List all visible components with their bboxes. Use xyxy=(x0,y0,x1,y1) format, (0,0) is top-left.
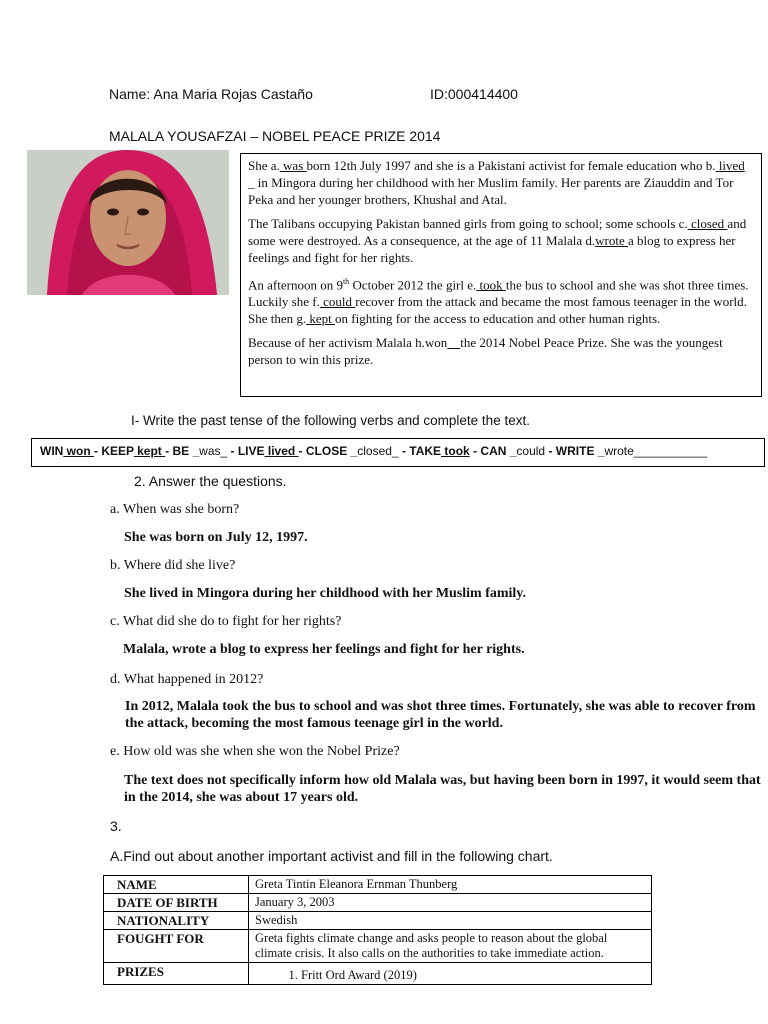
answer-closed: closed_ xyxy=(357,444,399,458)
portrait-image xyxy=(27,150,229,295)
answer-c: Malala, wrote a blog to express her feelings and fight for her rights. xyxy=(123,642,525,657)
row-value-prizes xyxy=(249,963,652,985)
section-3-instruction: A.Find out about another important activist and fill in the following chart. xyxy=(110,848,553,864)
blank-won xyxy=(447,335,460,350)
answer-could: could xyxy=(516,444,546,458)
activist-chart xyxy=(103,875,652,985)
verb-answer-box: WIN won - KEEP kept - BE _was_ - LIVE lived - CLOSE _closed_ - TAKE took - CAN _could - WRITE _wrote___________ xyxy=(31,438,765,467)
row-label-dob: DATE OF BIRTH xyxy=(104,894,249,912)
table-row xyxy=(104,963,652,985)
paragraph-3: An afternoon on 9th October 2012 the girl e. took the bus to school and she was shot three times. Luckily she f. could recover from the attack and became the most famous teenager in the world. She then g. kept on fighting for the access to education and other human rights. xyxy=(248,277,749,327)
prizes-list xyxy=(255,968,645,983)
table-row xyxy=(104,912,652,930)
question-c: c. What did she do to fight for her rights? xyxy=(110,614,342,629)
answer-d: In 2012, Malala took the bus to school and was shot three times. Fortunately, she was able to recover from the attack, becoming the most famous teenage girl in the world. xyxy=(125,699,756,731)
row-value-dob: January 3, 2003 xyxy=(249,894,652,912)
table-row xyxy=(104,930,652,963)
blank-kept: kept xyxy=(306,311,336,327)
table-row xyxy=(104,876,652,894)
questions-heading: 2. Answer the questions. xyxy=(134,473,287,489)
row-label-fought-for: FOUGHT FOR xyxy=(104,930,249,963)
blank-wrote: wrote xyxy=(595,233,628,248)
blank-was: was xyxy=(279,158,307,173)
list-item: 1. Fritt Ord Award (2019) xyxy=(301,968,645,983)
document-title: MALALA YOUSAFZAI – NOBEL PEACE PRIZE 2014 xyxy=(109,128,441,144)
answer-e: The text does not specifically inform how old Malala was, but having been born in 1997, it would seem that in the 2014, she was about 17 years old. xyxy=(124,773,761,805)
answer-took: took xyxy=(441,444,470,458)
paragraph-1: She a. was born 12th July 1997 and she is a Pakistani activist for female education who b. lived _ in Mingora during her childhood with her Muslim family. Her parents are Ziauddin and Tor Peka and her younger brothers, Khushal and Atal. xyxy=(248,158,745,207)
answer-won: won xyxy=(63,444,94,458)
reading-text-box xyxy=(240,153,762,397)
answer-lived: lived xyxy=(264,444,299,458)
question-b: b. Where did she live? xyxy=(110,558,236,573)
answer-a: She was born on July 12, 1997. xyxy=(124,530,308,545)
paragraph-2: The Talibans occupying Pakistan banned girls from going to school; some schools c. closed and some were destroyed. As a consequence, at the age of 11 Malala d.wrote a blog to express her feelings and fight for her rights. xyxy=(248,216,747,265)
row-label-name: NAME xyxy=(104,876,249,894)
section-3-number: 3. xyxy=(110,818,122,834)
exercise-1-instruction: I- Write the past tense of the following verbs and complete the text. xyxy=(131,413,530,428)
answer-b: She lived in Mingora during her childhood with her Muslim family. xyxy=(124,586,527,601)
question-a: a. When was she born? xyxy=(110,502,240,517)
answer-was: was_ xyxy=(199,444,228,458)
answer-kept: kept xyxy=(133,444,166,458)
row-value-name: Greta Tintin Eleanora Ernman Thunberg xyxy=(249,876,652,894)
blank-lived: lived xyxy=(715,158,745,173)
blank-took: took xyxy=(476,277,506,293)
answer-wrote: wrote xyxy=(604,444,634,458)
blank-could: could xyxy=(319,294,356,310)
question-d: d. What happened in 2012? xyxy=(110,672,264,687)
row-label-nationality: NATIONALITY xyxy=(104,912,249,930)
student-id: ID:000414400 xyxy=(430,86,518,102)
malala-portrait xyxy=(27,150,229,295)
student-name: Name: Ana Maria Rojas Castaño xyxy=(109,86,313,102)
row-value-fought-for: Greta fights climate change and asks people to reason about the global climate crisis. It also calls on the authorities to take immediate action. xyxy=(249,930,652,963)
question-e: e. How old was she when she won the Nobel Prize? xyxy=(110,744,400,759)
blank-closed: closed xyxy=(687,216,728,231)
row-value-nationality: Swedish xyxy=(249,912,652,930)
paragraph-4: Because of her activism Malala h.won the 2014 Nobel Peace Prize. She was the youngest person to win this prize. xyxy=(248,335,723,368)
table-row xyxy=(104,894,652,912)
row-label-prizes: PRIZES xyxy=(104,963,249,985)
